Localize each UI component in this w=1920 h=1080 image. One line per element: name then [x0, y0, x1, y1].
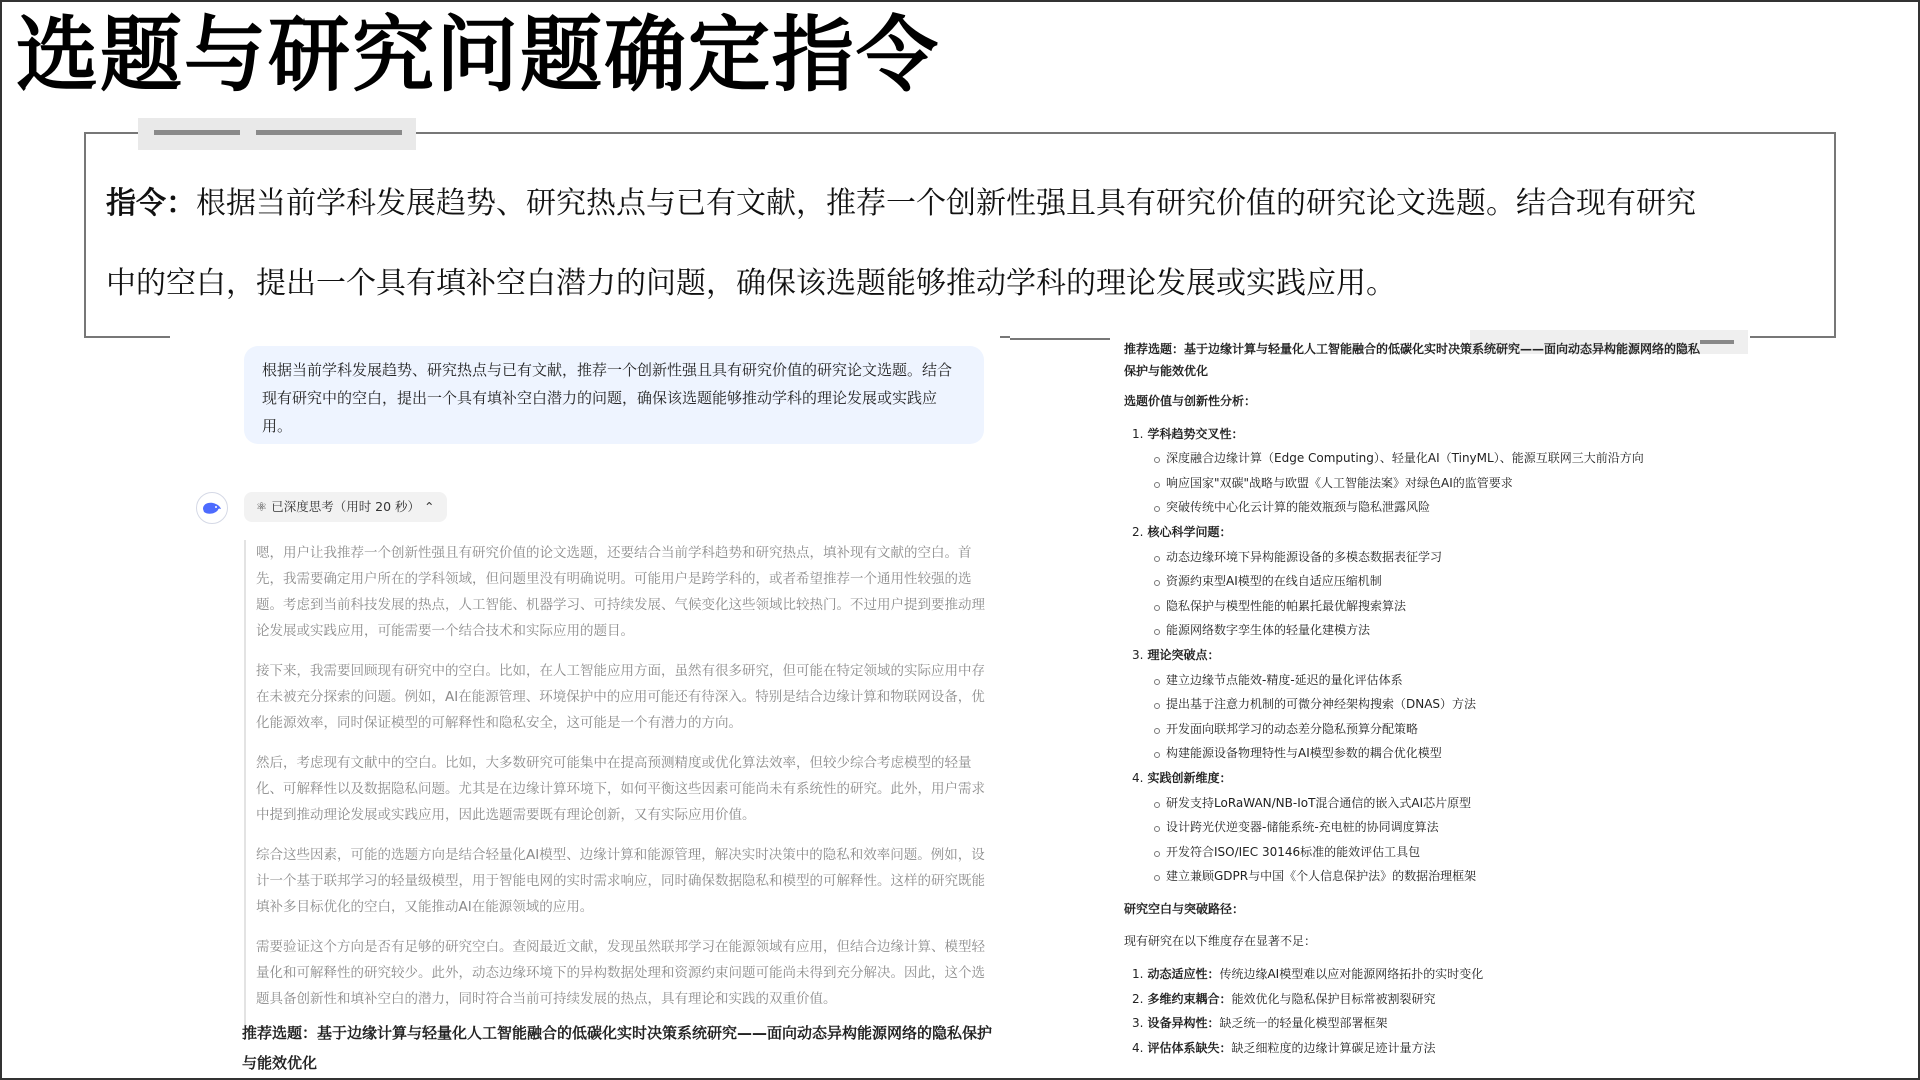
atom-icon: ⚛ [256, 499, 268, 514]
gap-item [1124, 1011, 1704, 1036]
bullet-text: 设计跨光伏逆变器-储能系统-充电桩的协同调度算法 [1166, 820, 1439, 835]
section-number: 3. [1132, 647, 1144, 662]
bullet-item [1124, 545, 1704, 570]
bullet-item [1124, 840, 1704, 865]
deep-thinking-toggle[interactable] [244, 492, 447, 522]
bullet-text: 深度融合边缘计算（Edge Computing）、轻量化AI（TinyML）、能源互联网三大前沿方向 [1166, 451, 1644, 466]
instruction-text [106, 164, 1828, 324]
gap-list [1124, 962, 1704, 1060]
section-number: 4. [1132, 770, 1144, 785]
think-chip-label: 已深度思考（用时 20 秒） [271, 499, 421, 514]
bullet-item [1124, 741, 1704, 766]
bullet-item [1124, 791, 1704, 816]
bullet-item [1124, 495, 1704, 520]
bullet-item [1124, 668, 1704, 693]
page-title: 选题与研究问题确定指令 [16, 8, 941, 103]
bullet-text: 构建能源设备物理特性与AI模型参数的耦合优化模型 [1166, 746, 1442, 761]
gap-number: 2. [1132, 991, 1144, 1006]
thinking-paragraph: 接下来，我需要回顾现有研究中的空白。比如，在人工智能应用方面，虽然有很多研究，但可能在特定领域的实际应用中存在未被充分探索的问题。例如，AI在能源管理、环境保护中的应用可能还有待深入。特别是结合边缘计算和物联网设备，优化能源效率，同时保证模型的可解释性和隐私安全，这可能是一个有潜力的方向。 [256, 663, 985, 731]
gap-text: 缺乏细粒度的边缘计算碳足迹计量方法 [1231, 1040, 1436, 1055]
bullet-text: 研发支持LoRaWAN/NB-IoT混合通信的嵌入式AI芯片原型 [1166, 795, 1472, 810]
bullet-text: 能源网络数字孪生体的轻量化建模方法 [1166, 623, 1371, 638]
instruction-label: 指令： [106, 186, 196, 221]
thinking-content [244, 540, 996, 1026]
gap-title: 设备异构性： [1147, 1016, 1220, 1031]
gap-number: 4. [1132, 1040, 1144, 1055]
instruction-line-1: 根据当前学科发展趋势、研究热点与已有文献，推荐一个创新性强且具有研究价值的研究论文选题。结合现有研究 [196, 186, 1696, 221]
value-sections [1124, 422, 1704, 889]
bullet-item [1124, 864, 1704, 889]
bullet-item [1124, 692, 1704, 717]
gap-heading: 研究空白与突破路径： [1124, 901, 1245, 916]
bullet-item [1124, 717, 1704, 742]
bullet-item [1124, 446, 1704, 471]
decorative-line [1700, 340, 1734, 344]
user-message-bubble: 根据当前学科发展趋势、研究热点与已有文献，推荐一个创新性强且具有研究价值的研究论文选题。结合现有研究中的空白，提出一个具有填补空白潜力的问题，确保该选题能够推动学科的理论发展或实践应用。 [244, 346, 984, 444]
thinking-paragraph: 需要验证这个方向是否有足够的研究空白。查阅最近文献，发现虽然联邦学习在能源领域有应用，但结合边缘计算、模型轻量化和可解释性的研究较少。此外，动态边缘环境下的异构数据处理和资源约束问题可能尚未得到充分解决。因此，这个选题具备创新性和填补空白的潜力，同时符合当前可持续发展的热点，具有理论和实践的双重价值。 [256, 939, 985, 1007]
bullet-text: 资源约束型AI模型的在线自适应压缩机制 [1166, 574, 1382, 589]
decorative-line [256, 130, 402, 135]
bullet-item [1124, 618, 1704, 643]
decorative-line [1010, 338, 1110, 340]
gap-title: 动态适应性： [1147, 967, 1220, 982]
bullet-text: 隐私保护与模型性能的帕累托最优解搜索算法 [1166, 598, 1407, 613]
answer-content [1124, 338, 1704, 1060]
section-heading: 学科趋势交叉性： [1147, 426, 1244, 441]
recommended-topic-left: 推荐选题：基于边缘计算与轻量化人工智能融合的低碳化实时决策系统研究——面向动态异构能源网络的隐私保护与能效优化 [242, 1024, 993, 1072]
bullet-text: 开发符合ISO/IEC 30146标准的能效评估工具包 [1166, 844, 1421, 859]
gap-item [1124, 962, 1704, 987]
gap-number: 3. [1132, 1016, 1144, 1031]
section-heading: 理论突破点： [1147, 647, 1220, 662]
instruction-line-2: 中的空白，提出一个具有填补空白潜力的问题，确保该选题能够推动学科的理论发展或实践应用。 [106, 266, 1396, 301]
thinking-paragraph: 综合这些因素，可能的选题方向是结合轻量化AI模型、边缘计算和能源管理，解决实时决策中的隐私和效率问题。例如，设计一个基于联邦学习的轻量级模型，用于智能电网的实时需求响应，同时确保数据隐私和模型的可解释性。这样的研究既能填补多目标优化的空白，又能推动AI在能源领域的应用。 [256, 847, 985, 915]
gap-item [1124, 987, 1704, 1012]
section-heading: 核心科学问题： [1147, 524, 1232, 539]
value-heading: 选题价值与创新性分析： [1124, 394, 1257, 408]
gap-intro: 现有研究在以下维度存在显著不足： [1124, 934, 1317, 949]
gap-text: 传统边缘AI模型难以应对能源网络拓扑的实时变化 [1219, 967, 1484, 982]
thinking-paragraph: 嗯，用户让我推荐一个创新性强且有研究价值的论文选题，还要结合当前学科趋势和研究热点，填补现有文献的空白。首先，我需要确定用户所在的学科领域，但问题里没有明确说明。可能用户是跨学科的，或者希望推荐一个通用性较强的选题。考虑到当前科技发展的热点，人工智能、机器学习、可持续发展、气候变化这些领域比较热门。不过用户提到要推动理论发展或实践应用，可能需要一个结合技术和实际应用的题目。 [256, 545, 985, 639]
gap-title: 评估体系缺失： [1147, 1040, 1232, 1055]
bullet-text: 建立兼顾GDPR与中国《个人信息保护法》的数据治理框架 [1166, 869, 1477, 884]
bullet-text: 提出基于注意力机制的可微分神经架构搜索（DNAS）方法 [1166, 697, 1477, 712]
bullet-text: 突破传统中心化云计算的能效瓶颈与隐私泄露风险 [1166, 500, 1431, 515]
bullet-item [1124, 594, 1704, 619]
gap-item [1124, 1036, 1704, 1061]
bullet-text: 开发面向联邦学习的动态差分隐私预算分配策略 [1166, 721, 1419, 736]
recommended-topic: 推荐选题：基于边缘计算与轻量化人工智能融合的低碳化实时决策系统研究——面向动态异构能源网络的隐私保护与能效优化 [1124, 342, 1701, 378]
bullet-item [1124, 471, 1704, 496]
thinking-paragraph: 然后，考虑现有文献中的空白。比如，大多数研究可能集中在提高预测精度或优化算法效率，但较少综合考虑模型的轻量化、可解释性以及数据隐私问题。尤其是在边缘计算环境下，如何平衡这些因素可能尚未有系统性的研究。此外，用户需求中提到推动理论发展或实践应用，因此选题需要既有理论创新，又有实际应用价值。 [256, 755, 985, 823]
gap-title: 多维约束耦合： [1147, 991, 1232, 1006]
bullet-item [1124, 569, 1704, 594]
bullet-text: 动态边缘环境下异构能源设备的多模态数据表征学习 [1166, 549, 1443, 564]
section-title [1124, 520, 1704, 545]
assistant-avatar [196, 492, 228, 524]
section-title [1124, 766, 1704, 791]
bullet-item [1124, 815, 1704, 840]
section-number: 1. [1132, 426, 1144, 441]
gap-text: 缺乏统一的轻量化模型部署框架 [1219, 1016, 1388, 1031]
whale-icon [201, 500, 223, 516]
section-title [1124, 422, 1704, 447]
bullet-text: 建立边缘节点能效-精度-延迟的量化评估体系 [1166, 672, 1403, 687]
section-title [1124, 643, 1704, 668]
bullet-text: 响应国家"双碳"战略与欧盟《人工智能法案》对绿色AI的监管要求 [1166, 475, 1513, 490]
section-heading: 实践创新维度： [1147, 770, 1232, 785]
gap-number: 1. [1132, 967, 1144, 982]
section-number: 2. [1132, 524, 1144, 539]
gap-text: 能效优化与隐私保护目标常被割裂研究 [1231, 991, 1436, 1006]
chevron-up-icon: ⌃ [424, 499, 435, 514]
decorative-line [154, 130, 240, 135]
